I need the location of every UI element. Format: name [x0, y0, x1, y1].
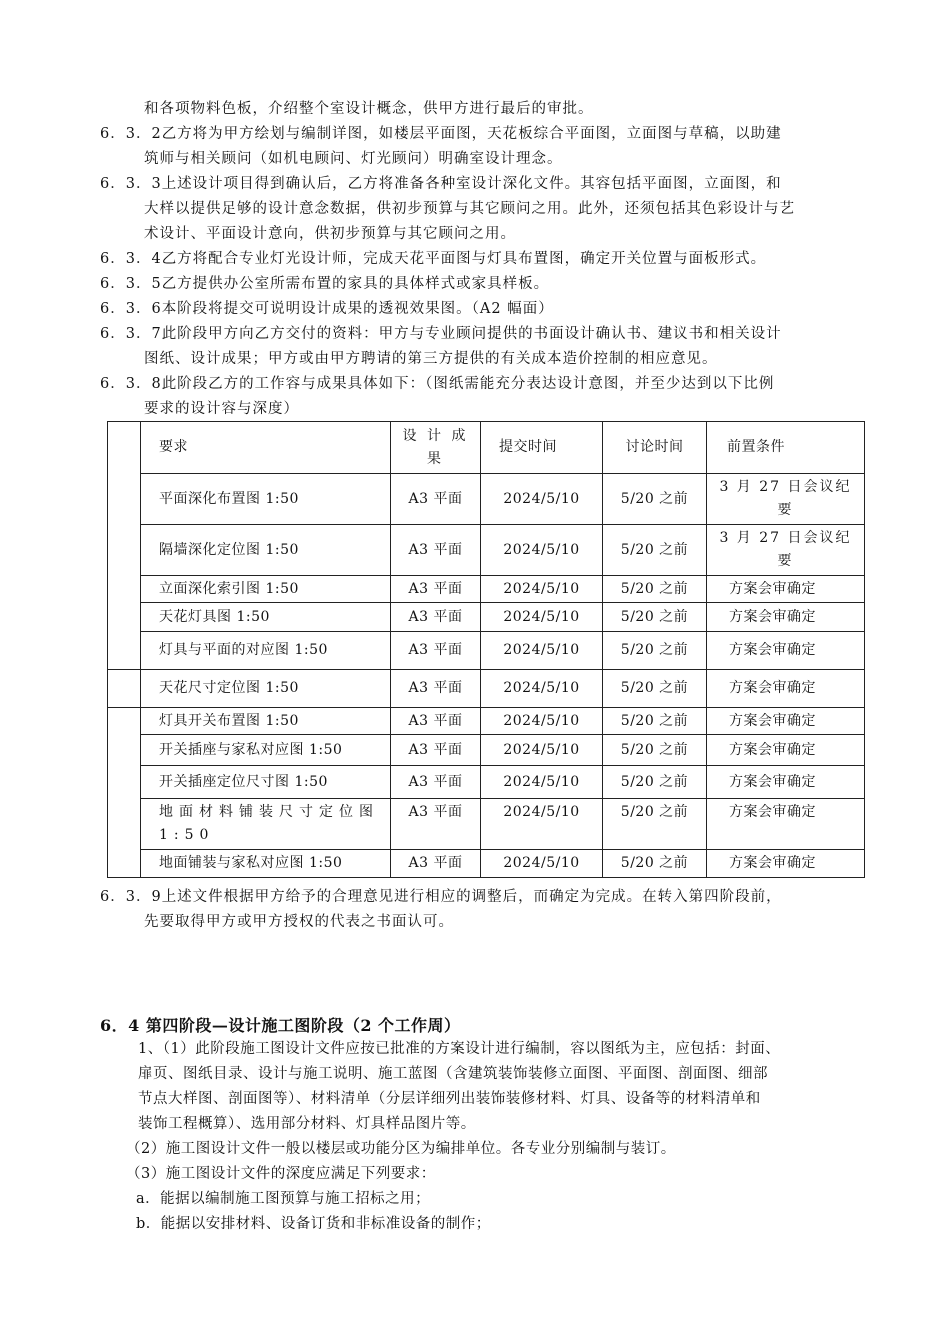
table-row [108, 850, 865, 878]
clause-6-3-9 [100, 885, 860, 935]
clause-text: 乙方将为甲方绘划与编制详图，如楼层平面图，天花板综合平面图，立面图与草稿，以助建 [161, 126, 782, 142]
table-header-row [108, 422, 865, 474]
header-cell: 讨论时间 [603, 422, 707, 474]
side-cell [108, 670, 141, 708]
table-cell: A3 平面 [391, 474, 481, 525]
table-row [108, 474, 865, 525]
body-line: 扉页、图纸目录、设计与施工说明、施工蓝图（含建筑装饰装修立面图、平面图、剖面图、细部 [138, 1066, 768, 1082]
table-cell: 2024/5/10 [481, 603, 603, 632]
body-line: a．能据以编制施工图预算与施工招标之用； [136, 1191, 431, 1207]
deliverables-table [107, 421, 865, 878]
side-cell [108, 708, 141, 878]
table-cell: 方案会审确定 [707, 603, 865, 632]
table-cell: 3 月 27 日会议纪要 [707, 474, 865, 525]
table-cell: 5/20 之前 [603, 766, 707, 799]
clause-number: 6．3．7 [100, 326, 162, 342]
clause-number: 6．3．6 [100, 301, 162, 317]
table-cell: 方案会审确定 [707, 708, 865, 735]
header-cell: 设 计 成 果 [391, 422, 481, 474]
clause-number: 6．3．3 [100, 176, 162, 192]
table-cell: 2024/5/10 [481, 525, 603, 576]
table-cell: 5/20 之前 [603, 735, 707, 766]
table-cell: A3 平面 [391, 766, 481, 799]
clause-line: 图纸、设计成果；甲方或由甲方聘请的第三方提供的有关成本造价控制的相应意见。 [144, 351, 718, 367]
body-line: 装饰工程概算）、选用部分材料、灯具样品图片等。 [138, 1116, 476, 1132]
clause-6-3-6 [100, 297, 860, 322]
header-cell: 提交时间 [481, 422, 603, 474]
body-line: （2）施工图设计文件一般以楼层或功能分区为编排单位。各专业分别编制与装订。 [126, 1141, 676, 1157]
body-line: b．能据以安排材料、设备订货和非标准设备的制作； [136, 1216, 491, 1232]
clause-line [100, 322, 860, 347]
table-row [108, 766, 865, 799]
clause-text: 本阶段将提交可说明设计成果的透视效果图。（A2 幅面） [161, 301, 554, 317]
clause-text: 乙方将配合专业灯光设计师，完成天花平面图与灯具布置图，确定开关位置与面板形式。 [161, 251, 767, 267]
table-cell: 5/20 之前 [603, 632, 707, 670]
clause-line [100, 172, 860, 197]
clause-number: 6．3．8 [100, 376, 162, 392]
table-cell: 5/20 之前 [603, 603, 707, 632]
table-row [108, 576, 865, 603]
clause-6-3-2 [100, 122, 860, 172]
clause-line [100, 297, 860, 322]
table-cell: 2024/5/10 [481, 670, 603, 708]
table-cell: A3 平面 [391, 735, 481, 766]
table-cell: 天花尺寸定位图 1:50 [141, 670, 391, 708]
clause-text: 上述设计项目得到确认后，乙方将准备各种室设计深化文件。其容包括平面图，立面图，和 [161, 176, 782, 192]
clause-line [100, 885, 860, 910]
clause-number: 6．3．2 [100, 126, 162, 142]
table-row [108, 670, 865, 708]
table-cell: A3 平面 [391, 603, 481, 632]
table-cell: 方案会审确定 [707, 576, 865, 603]
clause-text: 此阶段乙方的工作容与成果具体如下：（图纸需能充分表达设计意图，并至少达到以下比例 [161, 376, 775, 392]
table-cell: A3 平面 [391, 850, 481, 878]
clause-line [100, 122, 860, 147]
body-line: 1、（1）此阶段施工图设计文件应按已批准的方案设计进行编制，容以图纸为主，应包括：封面、 [138, 1041, 781, 1057]
table-cell: 5/20 之前 [603, 670, 707, 708]
table-row [108, 603, 865, 632]
table-cell: 灯具开关布置图 1:50 [141, 708, 391, 735]
clause-line [100, 372, 860, 397]
table-row [108, 525, 865, 576]
table-cell: 方案会审确定 [707, 670, 865, 708]
table-cell: 2024/5/10 [481, 708, 603, 735]
table-row [108, 708, 865, 735]
clause-6-3-8 [100, 372, 860, 422]
clause-text: 上述文件根据甲方给予的合理意见进行相应的调整后，而确定为完成。在转入第四阶段前， [161, 889, 782, 905]
table-cell: 2024/5/10 [481, 850, 603, 878]
top-paragraph [100, 97, 860, 122]
table-cell: 2024/5/10 [481, 735, 603, 766]
table-cell: 方案会审确定 [707, 632, 865, 670]
table-cell: 开关插座与家私对应图 1:50 [141, 735, 391, 766]
table-cell: 开关插座定位尺寸图 1:50 [141, 766, 391, 799]
table-cell: 地面材料铺装尺寸定位图 1:50 [141, 799, 391, 850]
table-cell: 方案会审确定 [707, 799, 865, 850]
table-row [108, 632, 865, 670]
clause-number: 6．3．5 [100, 276, 162, 292]
clause-number: 6．3．4 [100, 251, 162, 267]
table-cell: A3 平面 [391, 632, 481, 670]
table-cell: 2024/5/10 [481, 576, 603, 603]
table-row [108, 799, 865, 850]
table-cell: 5/20 之前 [603, 850, 707, 878]
table-row [108, 735, 865, 766]
clause-text: 此阶段甲方向乙方交付的资料：甲方与专业顾问提供的书面设计确认书、建议书和相关设计 [161, 326, 782, 342]
header-cell: 前置条件 [707, 422, 865, 474]
clause-line: 筑师与相关顾问（如机电顾问、灯光顾问）明确室设计理念。 [144, 151, 563, 167]
clause-6-3-7 [100, 322, 860, 372]
clause-line [100, 247, 860, 272]
table-cell: A3 平面 [391, 799, 481, 850]
clause-line: 要求的设计容与深度） [144, 401, 299, 417]
clause-line [100, 272, 860, 297]
clause-number: 6．3．9 [100, 889, 162, 905]
table-cell: 5/20 之前 [603, 525, 707, 576]
table-cell: 方案会审确定 [707, 735, 865, 766]
table-cell: A3 平面 [391, 525, 481, 576]
clause-line: 大样以提供足够的设计意念数据，供初步预算与其它顾问之用。此外，还须包括其色彩设计与艺 [144, 201, 795, 217]
table-cell: A3 平面 [391, 576, 481, 603]
body-line: 节点大样图、剖面图等）、材料清单（分层详细列出装饰装修材料、灯具、设备等的材料清单和 [138, 1091, 761, 1107]
table-cell: 2024/5/10 [481, 799, 603, 850]
table-cell: 隔墙深化定位图 1:50 [141, 525, 391, 576]
table-cell: A3 平面 [391, 670, 481, 708]
table-cell: 5/20 之前 [603, 708, 707, 735]
table-cell: 方案会审确定 [707, 850, 865, 878]
table-cell: 5/20 之前 [603, 474, 707, 525]
table-cell: 3 月 27 日会议纪要 [707, 525, 865, 576]
table-cell: 5/20 之前 [603, 799, 707, 850]
table-cell: 2024/5/10 [481, 766, 603, 799]
body-line: （3）施工图设计文件的深度应满足下列要求： [126, 1166, 436, 1182]
clause-line: 术设计、平面设计意向，供初步预算与其它顾问之用。 [144, 226, 516, 242]
table-cell: 方案会审确定 [707, 766, 865, 799]
header-cell: 要求 [141, 422, 391, 474]
table-cell: 2024/5/10 [481, 632, 603, 670]
table-cell: 天花灯具图 1:50 [141, 603, 391, 632]
clause-text: 乙方提供办公室所需布置的家具的具体样式或家具样板。 [161, 276, 550, 292]
clause-6-3-3 [100, 172, 860, 247]
table-cell: 2024/5/10 [481, 474, 603, 525]
clause-6-3-5 [100, 272, 860, 297]
side-cell [108, 422, 141, 670]
section-heading: 6．4 第四阶段—设计施工图阶段（2 个工作周） [100, 1016, 461, 1035]
table-cell: 立面深化索引图 1:50 [141, 576, 391, 603]
clause-6-3-4 [100, 247, 860, 272]
clause-line: 先要取得甲方或甲方授权的代表之书面认可。 [144, 914, 454, 930]
paragraph-line: 和各项物料色板，介绍整个室设计概念，供甲方进行最后的审批。 [144, 101, 594, 117]
table-cell: 平面深化布置图 1:50 [141, 474, 391, 525]
section-body [100, 1037, 870, 1237]
table-cell: 灯具与平面的对应图 1:50 [141, 632, 391, 670]
table-cell: 地面铺装与家私对应图 1:50 [141, 850, 391, 878]
table-cell: 5/20 之前 [603, 576, 707, 603]
table-cell: A3 平面 [391, 708, 481, 735]
